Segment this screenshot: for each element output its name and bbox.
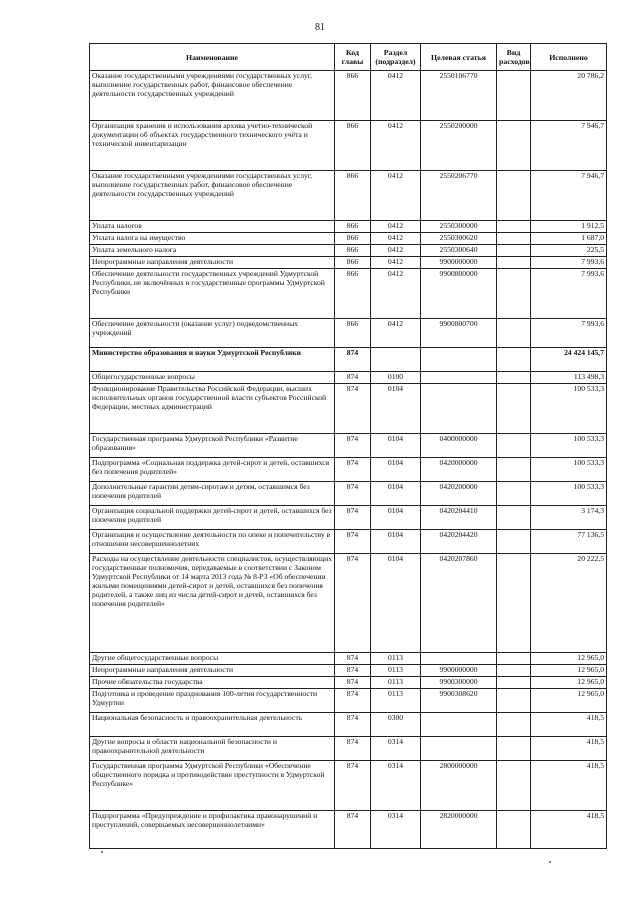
cell-type bbox=[497, 482, 531, 506]
scan-speck bbox=[549, 861, 551, 863]
cell-target: 9900000000 bbox=[421, 665, 497, 677]
table-row bbox=[90, 811, 607, 849]
cell-name: Другие вопросы в области национальной безопасности и правоохранительной деятельности bbox=[90, 737, 335, 761]
cell-target: 9900800000 bbox=[421, 269, 497, 319]
cell-name: Организация хранения и использования архива учетно-технической документации об объектах государственного технического учёта и технической инвентаризации bbox=[90, 121, 335, 171]
cell-amount: 1 687,0 bbox=[531, 233, 607, 245]
cell-name: Расходы на осуществление деятельности специалистов, осуществляющих государственные полномочия, передаваемые в соответствии с Законом Удмуртской Республики от 14 марта 2013 года № 8-РЗ «Об обеспечении жилыми помещениями детей-сирот и детей, оставшихся без попечения родителей, а также лиц из числа детей-сирот и детей, оставшихся без попечения родителей» bbox=[90, 554, 335, 653]
table-row bbox=[90, 269, 607, 319]
cell-section: 0412 bbox=[371, 319, 421, 348]
cell-code: 874 bbox=[335, 554, 371, 653]
cell-amount: 77 136,5 bbox=[531, 530, 607, 554]
budget-table bbox=[89, 43, 607, 849]
cell-name: Подготовка и проведение празднования 100-летия государственности Удмуртии bbox=[90, 689, 335, 713]
table-row bbox=[90, 653, 607, 665]
header-expense-type: Вид расходов bbox=[497, 44, 531, 71]
cell-name: Государственная программа Удмуртской Республики «Развитие образования» bbox=[90, 434, 335, 458]
cell-amount: 418,5 bbox=[531, 737, 607, 761]
cell-amount: 1 912,5 bbox=[531, 221, 607, 233]
cell-name: Непрограммные направления деятельности bbox=[90, 257, 335, 269]
cell-type bbox=[497, 713, 531, 737]
cell-amount: 7 993,6 bbox=[531, 257, 607, 269]
cell-amount: 113 498,3 bbox=[531, 372, 607, 384]
cell-section: 0314 bbox=[371, 761, 421, 811]
cell-section: 0412 bbox=[371, 71, 421, 121]
table-row bbox=[90, 434, 607, 458]
cell-target bbox=[421, 713, 497, 737]
table-header-row bbox=[90, 44, 607, 71]
cell-section: 0104 bbox=[371, 458, 421, 482]
cell-type bbox=[497, 372, 531, 384]
cell-amount: 20 786,2 bbox=[531, 71, 607, 121]
cell-target: 2820000000 bbox=[421, 811, 497, 849]
cell-name: Уплата земельного налога bbox=[90, 245, 335, 257]
table-row bbox=[90, 121, 607, 171]
cell-target: 9900300000 bbox=[421, 677, 497, 689]
cell-amount: 7 993,6 bbox=[531, 319, 607, 348]
cell-section: 0104 bbox=[371, 530, 421, 554]
table-row bbox=[90, 737, 607, 761]
cell-code: 874 bbox=[335, 348, 371, 372]
cell-section: 0412 bbox=[371, 233, 421, 245]
cell-type bbox=[497, 554, 531, 653]
cell-target: 9900308620 bbox=[421, 689, 497, 713]
cell-type bbox=[497, 653, 531, 665]
cell-target: 9900000000 bbox=[421, 257, 497, 269]
cell-name: Обеспечение деятельности (оказание услуг) подведомственных учреждений bbox=[90, 319, 335, 348]
table-row bbox=[90, 506, 607, 530]
cell-type bbox=[497, 811, 531, 849]
table-row bbox=[90, 348, 607, 372]
cell-target: 0400000000 bbox=[421, 434, 497, 458]
cell-type bbox=[497, 71, 531, 121]
cell-type bbox=[497, 221, 531, 233]
cell-type bbox=[497, 384, 531, 434]
cell-amount: 12 965,0 bbox=[531, 653, 607, 665]
cell-section: 0104 bbox=[371, 506, 421, 530]
cell-target: 2550200000 bbox=[421, 121, 497, 171]
cell-type bbox=[497, 319, 531, 348]
cell-section: 0412 bbox=[371, 257, 421, 269]
cell-name: Уплата налогов bbox=[90, 221, 335, 233]
cell-type bbox=[497, 530, 531, 554]
table-row bbox=[90, 257, 607, 269]
cell-amount: 100 533,3 bbox=[531, 434, 607, 458]
cell-name: Подпрограмма «Социальная поддержка детей-сирот и детей, оставшихся без попечения родителей» bbox=[90, 458, 335, 482]
cell-section: 0412 bbox=[371, 245, 421, 257]
cell-target bbox=[421, 737, 497, 761]
cell-code: 874 bbox=[335, 665, 371, 677]
cell-target: 2550300640 bbox=[421, 245, 497, 257]
cell-target bbox=[421, 348, 497, 372]
cell-amount: 100 533,3 bbox=[531, 458, 607, 482]
cell-name: Общегосударственные вопросы bbox=[90, 372, 335, 384]
cell-name: Оказание государственными учреждениями государственных услуг, выполнение государственных работ, финансовое обеспечение деятельности государственных учреждений bbox=[90, 171, 335, 221]
cell-name: Прочие обязательства государства bbox=[90, 677, 335, 689]
cell-amount: 12 965,0 bbox=[531, 665, 607, 677]
cell-target: 2550300620 bbox=[421, 233, 497, 245]
header-section: Раздел (подраздел) bbox=[371, 44, 421, 71]
cell-code: 874 bbox=[335, 434, 371, 458]
cell-section: 0412 bbox=[371, 221, 421, 233]
table-row bbox=[90, 171, 607, 221]
table-row bbox=[90, 458, 607, 482]
header-target: Целевая статья bbox=[421, 44, 497, 71]
table-row bbox=[90, 482, 607, 506]
cell-code: 866 bbox=[335, 269, 371, 319]
table-row bbox=[90, 761, 607, 811]
cell-target: 0420204420 bbox=[421, 530, 497, 554]
header-code: Код главы bbox=[335, 44, 371, 71]
cell-code: 866 bbox=[335, 171, 371, 221]
cell-amount: 12 965,0 bbox=[531, 689, 607, 713]
table-row bbox=[90, 372, 607, 384]
cell-section: 0104 bbox=[371, 384, 421, 434]
cell-code: 866 bbox=[335, 121, 371, 171]
cell-code: 874 bbox=[335, 384, 371, 434]
cell-amount: 418,5 bbox=[531, 761, 607, 811]
cell-target: 0420207860 bbox=[421, 554, 497, 653]
cell-code: 874 bbox=[335, 811, 371, 849]
cell-type bbox=[497, 689, 531, 713]
cell-type bbox=[497, 458, 531, 482]
cell-section bbox=[371, 348, 421, 372]
cell-target: 0420000000 bbox=[421, 458, 497, 482]
cell-type bbox=[497, 434, 531, 458]
cell-target: 0420204410 bbox=[421, 506, 497, 530]
cell-name: Уплата налога на имущество bbox=[90, 233, 335, 245]
cell-target: 2550206770 bbox=[421, 171, 497, 221]
table-row bbox=[90, 233, 607, 245]
cell-type bbox=[497, 348, 531, 372]
cell-section: 0314 bbox=[371, 811, 421, 849]
table-body bbox=[90, 71, 607, 849]
cell-name: Министерство образования и науки Удмуртской Республики bbox=[90, 348, 335, 372]
cell-name: Национальная безопасность и правоохранительная деятельность bbox=[90, 713, 335, 737]
cell-amount: 100 533,3 bbox=[531, 482, 607, 506]
cell-amount: 24 424 145,7 bbox=[531, 348, 607, 372]
cell-name: Подпрограмма «Предупреждение и профилактика правонарушений и преступлений, совершаемых несовершеннолетними» bbox=[90, 811, 335, 849]
scan-speck bbox=[101, 851, 103, 853]
cell-section: 0412 bbox=[371, 171, 421, 221]
cell-code: 874 bbox=[335, 653, 371, 665]
table-row bbox=[90, 384, 607, 434]
cell-code: 866 bbox=[335, 257, 371, 269]
cell-target: 2550106770 bbox=[421, 71, 497, 121]
cell-type bbox=[497, 245, 531, 257]
page-number: 81 bbox=[315, 22, 325, 33]
cell-section: 0412 bbox=[371, 121, 421, 171]
cell-type bbox=[497, 171, 531, 221]
cell-amount: 7 946,7 bbox=[531, 171, 607, 221]
table-row bbox=[90, 713, 607, 737]
cell-code: 866 bbox=[335, 71, 371, 121]
cell-amount: 3 174,3 bbox=[531, 506, 607, 530]
cell-amount: 418,5 bbox=[531, 713, 607, 737]
cell-section: 0104 bbox=[371, 482, 421, 506]
cell-code: 866 bbox=[335, 245, 371, 257]
table-row bbox=[90, 554, 607, 653]
cell-section: 0100 bbox=[371, 372, 421, 384]
cell-amount: 225,5 bbox=[531, 245, 607, 257]
cell-code: 866 bbox=[335, 221, 371, 233]
cell-section: 0300 bbox=[371, 713, 421, 737]
cell-name: Организация и осуществление деятельности по опеке и попечительству в отношении несовершеннолетних bbox=[90, 530, 335, 554]
cell-name: Непрограммные направления деятельности bbox=[90, 665, 335, 677]
cell-name: Функционирование Правительства Российской Федерации, высших исполнительных органов государственной власти субъектов Российской Федерации, местных администраций bbox=[90, 384, 335, 434]
cell-type bbox=[497, 737, 531, 761]
cell-code: 874 bbox=[335, 506, 371, 530]
cell-code: 874 bbox=[335, 761, 371, 811]
cell-name: Другие общегосударственные вопросы bbox=[90, 653, 335, 665]
cell-name: Оказание государственными учреждениями государственных услуг, выполнение государственных работ, финансовое обеспечение деятельности государственных учреждений bbox=[90, 71, 335, 121]
header-amount: Исполнено bbox=[531, 44, 607, 71]
cell-code: 874 bbox=[335, 737, 371, 761]
cell-type bbox=[497, 677, 531, 689]
cell-section: 0104 bbox=[371, 434, 421, 458]
cell-target: 2800000000 bbox=[421, 761, 497, 811]
cell-target bbox=[421, 653, 497, 665]
cell-target bbox=[421, 384, 497, 434]
cell-name: Государственная программа Удмуртской Республики «Обеспечение общественного порядка и противодействие преступности в Удмуртской Республике» bbox=[90, 761, 335, 811]
header-name: Наименование bbox=[90, 44, 335, 71]
table-row bbox=[90, 245, 607, 257]
table-row bbox=[90, 319, 607, 348]
cell-amount: 7 946,7 bbox=[531, 121, 607, 171]
cell-section: 0113 bbox=[371, 677, 421, 689]
cell-section: 0412 bbox=[371, 269, 421, 319]
cell-code: 874 bbox=[335, 458, 371, 482]
cell-target: 9900800700 bbox=[421, 319, 497, 348]
cell-target: 0420200000 bbox=[421, 482, 497, 506]
cell-code: 874 bbox=[335, 677, 371, 689]
cell-section: 0113 bbox=[371, 689, 421, 713]
cell-amount: 20 222,5 bbox=[531, 554, 607, 653]
cell-section: 0113 bbox=[371, 665, 421, 677]
table-row bbox=[90, 221, 607, 233]
table-row bbox=[90, 665, 607, 677]
cell-code: 874 bbox=[335, 482, 371, 506]
cell-amount: 12 965,0 bbox=[531, 677, 607, 689]
cell-code: 866 bbox=[335, 319, 371, 348]
cell-amount: 7 993,6 bbox=[531, 269, 607, 319]
table-row bbox=[90, 677, 607, 689]
cell-code: 874 bbox=[335, 372, 371, 384]
cell-section: 0104 bbox=[371, 554, 421, 653]
cell-target: 2550300000 bbox=[421, 221, 497, 233]
cell-name: Дополнительные гарантии детям-сиротам и детям, оставшимся без попечения родителей bbox=[90, 482, 335, 506]
cell-name: Организация социальной поддержки детей-сирот и детей, оставшихся без попечения родителей bbox=[90, 506, 335, 530]
cell-code: 874 bbox=[335, 530, 371, 554]
cell-amount: 418,5 bbox=[531, 811, 607, 849]
table-row bbox=[90, 71, 607, 121]
cell-section: 0314 bbox=[371, 737, 421, 761]
table-row bbox=[90, 689, 607, 713]
cell-type bbox=[497, 121, 531, 171]
cell-type bbox=[497, 233, 531, 245]
cell-code: 874 bbox=[335, 713, 371, 737]
cell-type bbox=[497, 761, 531, 811]
cell-type bbox=[497, 665, 531, 677]
cell-code: 874 bbox=[335, 689, 371, 713]
cell-amount: 100 533,3 bbox=[531, 384, 607, 434]
table-row bbox=[90, 530, 607, 554]
cell-section: 0113 bbox=[371, 653, 421, 665]
cell-code: 866 bbox=[335, 233, 371, 245]
cell-type bbox=[497, 269, 531, 319]
cell-type bbox=[497, 506, 531, 530]
cell-type bbox=[497, 257, 531, 269]
cell-target bbox=[421, 372, 497, 384]
cell-name: Обеспечение деятельности государственных учреждений Удмуртской Республики, не включённых в государственные программы Удмуртской Республики bbox=[90, 269, 335, 319]
